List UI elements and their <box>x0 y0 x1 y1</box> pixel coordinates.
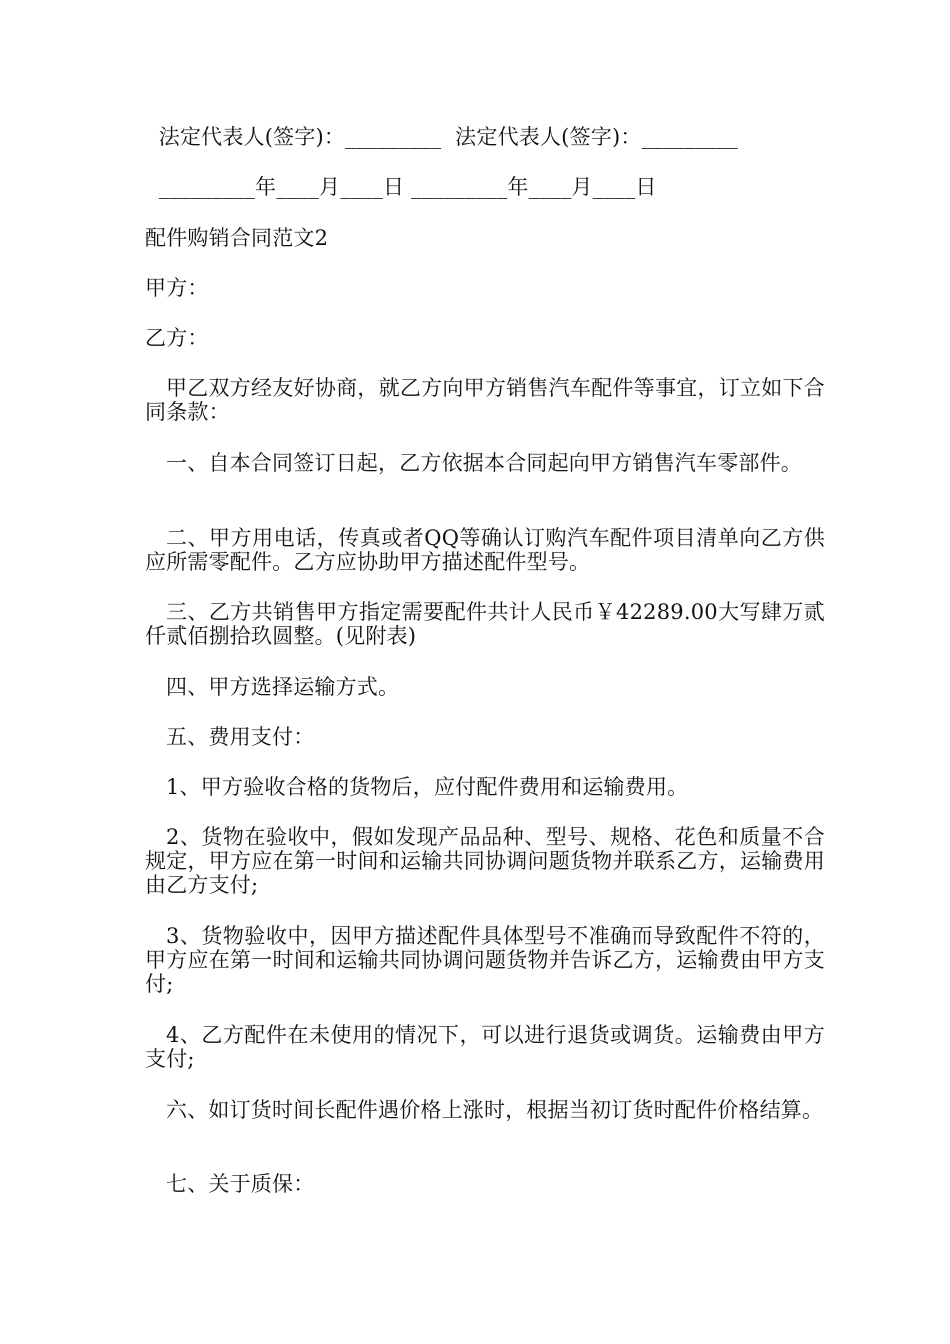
paragraph-clause-3: 三、乙方共销售甲方指定需要配件共计人民币￥42289.00大写肆万贰仟贰佰捌拾玖圆整。(见附表) <box>145 600 825 648</box>
paragraph-payment-3: 3、货物验收中，因甲方描述配件具体型号不准确而导致配件不符的，甲方应在第一时间和运输共同协调问题货物并告诉乙方，运输费由甲方支付; <box>145 924 825 996</box>
paragraph-clause-4: 四、甲方选择运输方式。 <box>166 675 400 699</box>
paragraph-clause-7: 七、关于质保： <box>166 1172 315 1196</box>
party-a-label: 甲方： <box>145 276 209 300</box>
section-title: 配件购销合同范文2 <box>145 226 329 250</box>
paragraph-clause-2: 二、甲方用电话，传真或者QQ等确认订购汽车配件项目清单向乙方供应所需零配件。乙方应协助甲方描述配件型号。 <box>145 526 825 574</box>
paragraph-clause-1: 一、自本合同签订日起，乙方依据本合同起向甲方销售汽车零部件。 <box>166 451 802 475</box>
paragraph-payment-2: 2、货物在验收中，假如发现产品品种、型号、规格、花色和质量不合规定，甲方应在第一时间和运输共同协调问题货物并联系乙方，运输费用由乙方支付; <box>145 825 825 897</box>
paragraph-payment-4: 4、乙方配件在未使用的情况下，可以进行退货或调货。运输费由甲方支付; <box>145 1023 825 1071</box>
paragraph-intro: 甲乙双方经友好协商，就乙方向甲方销售汽车配件等事宜，订立如下合同条款： <box>145 376 825 424</box>
date-line: _________年____月____日 _________年____月____日 <box>145 175 657 199</box>
paragraph-payment-1: 1、甲方验收合格的货物后，应付配件费用和运输费用。 <box>166 775 689 799</box>
party-b-label: 乙方： <box>145 326 209 350</box>
paragraph-clause-5: 五、费用支付： <box>166 725 315 749</box>
signature-line: 法定代表人(签字)：_________ 法定代表人(签字)：_________ <box>145 125 738 149</box>
paragraph-clause-6: 六、如订货时间长配件遇价格上涨时，根据当初订货时配件价格结算。 <box>166 1098 824 1122</box>
